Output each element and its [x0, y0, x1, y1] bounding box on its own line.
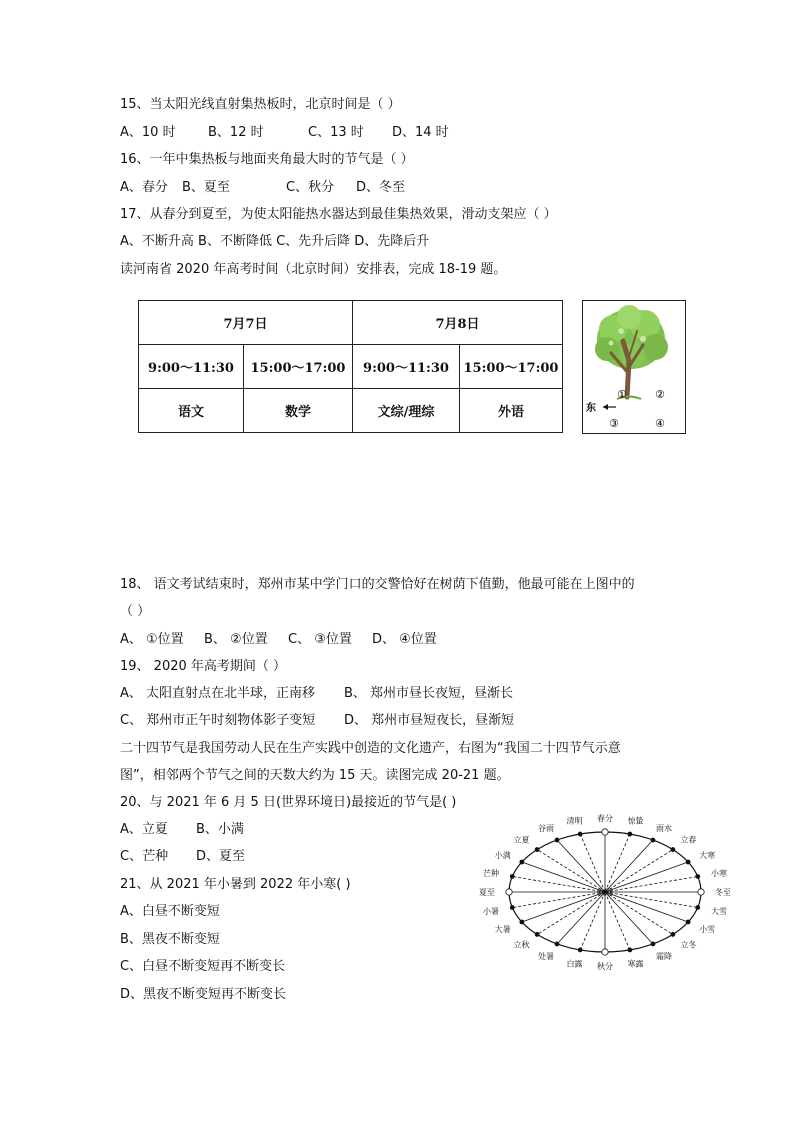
q18-option-b: B、 ②位置: [204, 632, 268, 647]
term-label: 冬至: [715, 888, 731, 897]
schedule-subject-1: 语文: [139, 389, 244, 433]
q19-stem: 19、 2020 年高考期间（ ）: [120, 659, 287, 674]
schedule-time-2: 15:00～17:00: [244, 345, 353, 389]
q21-option-b: B、黑夜不断变短: [120, 932, 220, 947]
term-label: 小雪: [699, 925, 716, 934]
position-4: ④: [655, 417, 665, 430]
q16-option-c: C、秋分: [286, 180, 335, 195]
term-label: 小暑: [483, 907, 500, 917]
schedule-time-3: 9:00～11:30: [353, 345, 460, 389]
q18-option-d: D、 ④位置: [372, 632, 437, 647]
intro-20-21-line2: 图”，相邻两个节气之间的天数大约为 15 天。读图完成 20-21 题。: [120, 768, 510, 783]
intro-18-19: 读河南省 2020 年高考时间（北京时间）安排表，完成 18-19 题。: [120, 262, 507, 277]
term-marker: [535, 848, 539, 852]
term-marker: [628, 832, 632, 836]
position-1: ①: [617, 388, 627, 401]
term-marker: [696, 874, 700, 878]
q21-option-a: A、白昼不断变短: [120, 904, 220, 919]
schedule-day-2: 7月8日: [353, 301, 563, 345]
q21-option-d: D、黑夜不断变短再不断变长: [120, 987, 287, 1002]
term-spoke: [605, 862, 688, 892]
term-marker: [506, 889, 512, 895]
term-spoke: [580, 834, 605, 892]
tree-figure: [582, 300, 686, 434]
term-label: 大寒: [699, 851, 716, 860]
q16-stem: 16、一年中集热板与地面夹角最大时的节气是（ ）: [120, 152, 414, 167]
term-marker: [651, 942, 655, 946]
term-spoke: [605, 876, 698, 892]
term-marker: [578, 832, 582, 836]
term-marker: [578, 948, 582, 952]
schedule-subject-2: 数学: [244, 389, 353, 433]
q20-stem: 20、与 2021 年 6 月 5 日(世界环境日)最接近的节气是( ): [120, 795, 457, 810]
schedule-day-1: 7月7日: [139, 301, 353, 345]
term-spoke: [512, 892, 605, 908]
east-label: 东: [586, 403, 596, 414]
q18-options: [120, 631, 437, 649]
schedule-time-1: 9:00～11:30: [139, 345, 244, 389]
term-spoke: [522, 862, 605, 892]
term-label: 立秋: [513, 940, 530, 950]
q15-option-c: C、13 时: [308, 125, 364, 140]
term-spoke: [605, 840, 653, 892]
position-3: ③: [609, 417, 619, 430]
term-marker: [555, 838, 559, 842]
schedule-subject-4: 外语: [460, 389, 563, 433]
term-label: 雨水: [656, 823, 672, 833]
q20-option-d: D、夏至: [196, 849, 246, 864]
q17-stem: 17、从春分到夏至，为使太阳能热水器达到最佳集热效果，滑动支架应（ ）: [120, 207, 557, 222]
q20-option-c: C、芒种: [120, 849, 169, 864]
solar-terms-diagram: [474, 814, 744, 971]
term-spoke: [580, 892, 605, 950]
q18-stem: 18、 语文考试结束时，郑州市某中学门口的交警恰好在树荫下值勤，他最可能在上图中的: [120, 577, 635, 592]
q19-option-d: D、 郑州市昼短夜长，昼渐短: [344, 713, 515, 728]
term-marker: [510, 906, 514, 910]
q20-option-b: B、小满: [196, 822, 244, 837]
term-label: 清明: [566, 816, 583, 826]
term-spoke: [605, 892, 630, 950]
tree-illustration: [583, 301, 685, 433]
term-marker: [520, 920, 524, 924]
term-marker: [602, 949, 608, 955]
q15-option-b: B、12 时: [208, 125, 264, 140]
term-label: 大雪: [710, 907, 727, 917]
term-label: 芒种: [483, 868, 500, 878]
schedule-subject-3: 文综/理综: [353, 389, 460, 433]
q21-option-c: C、白昼不断变短再不断变长: [120, 959, 286, 974]
q15-option-d: D、14 时: [392, 125, 449, 140]
term-marker: [520, 860, 524, 864]
q20-option-a: A、立夏: [120, 822, 168, 837]
q16-options: [120, 179, 405, 197]
q21-stem: 21、从 2021 年小暑到 2022 年小寒( ): [120, 877, 351, 892]
q18-stem-cont: （ ）: [120, 604, 151, 619]
term-label: 立春: [680, 835, 697, 845]
term-spoke: [557, 840, 605, 892]
term-spoke: [522, 892, 605, 922]
term-label: 霜降: [656, 952, 672, 962]
term-spoke: [605, 892, 653, 944]
term-label: 秋分: [597, 962, 613, 971]
q19-options-row1: [120, 685, 513, 703]
q15-option-a: A、10 时: [120, 125, 176, 140]
term-marker: [535, 932, 539, 936]
term-marker: [671, 848, 675, 852]
term-marker: [651, 838, 655, 842]
term-label: 处暑: [538, 952, 554, 962]
term-label: 立夏: [513, 835, 530, 845]
q19-option-c: C、 郑州市正午时刻物体影子变短: [120, 713, 316, 728]
position-2: ②: [655, 388, 665, 401]
q19-option-b: B、 郑州市昼长夜短，昼渐长: [344, 686, 514, 701]
term-label: 夏至: [479, 888, 495, 897]
term-spoke: [605, 892, 698, 908]
q18-option-c: C、 ③位置: [288, 632, 352, 647]
term-spoke: [557, 892, 605, 944]
schedule-time-4: 15:00～17:00: [460, 345, 563, 389]
term-label: 小满: [494, 851, 511, 860]
term-label: 立冬: [680, 940, 697, 950]
q17-options: A、不断升高 B、不断降低 C、先升后降 D、先降后升: [120, 234, 430, 249]
term-marker: [686, 860, 690, 864]
q15-stem: 15、当太阳光线直射集热板时，北京时间是（ ）: [120, 97, 401, 112]
exam-schedule-table: [138, 300, 563, 433]
q16-option-d: D、冬至: [356, 180, 406, 195]
q19-option-a: A、 太阳直射点在北半球，正南移: [120, 686, 316, 701]
sun-label: 太阳: [597, 888, 613, 897]
term-label: 春分: [597, 814, 613, 823]
term-marker: [698, 889, 704, 895]
q16-option-b: B、夏至: [182, 180, 230, 195]
q19-options-row2: [120, 712, 514, 730]
term-spoke: [605, 892, 688, 922]
term-marker: [671, 932, 675, 936]
term-label: 小寒: [710, 868, 727, 878]
q20-options-row2: [120, 848, 245, 866]
term-spoke: [605, 834, 630, 892]
term-label: 白露: [566, 959, 583, 969]
term-spoke: [512, 876, 605, 892]
term-marker: [555, 942, 559, 946]
intro-20-21-line1: 二十四节气是我国劳动人民在生产实践中创造的文化遗产，右图为“我国二十四节气示意: [120, 741, 621, 756]
term-label: 惊蛰: [627, 816, 644, 826]
term-marker: [696, 906, 700, 910]
term-marker: [602, 829, 608, 835]
term-marker: [628, 948, 632, 952]
q16-option-a: A、春分: [120, 180, 168, 195]
q18-option-a: A、 ①位置: [120, 632, 184, 647]
term-label: 大暑: [494, 925, 511, 934]
term-marker: [686, 920, 690, 924]
tree-canopy: [595, 305, 668, 369]
term-marker: [510, 874, 514, 878]
term-label: 寒露: [627, 959, 644, 969]
q15-options: [120, 124, 449, 142]
q20-options-row1: [120, 821, 244, 839]
term-label: 谷雨: [538, 823, 554, 833]
